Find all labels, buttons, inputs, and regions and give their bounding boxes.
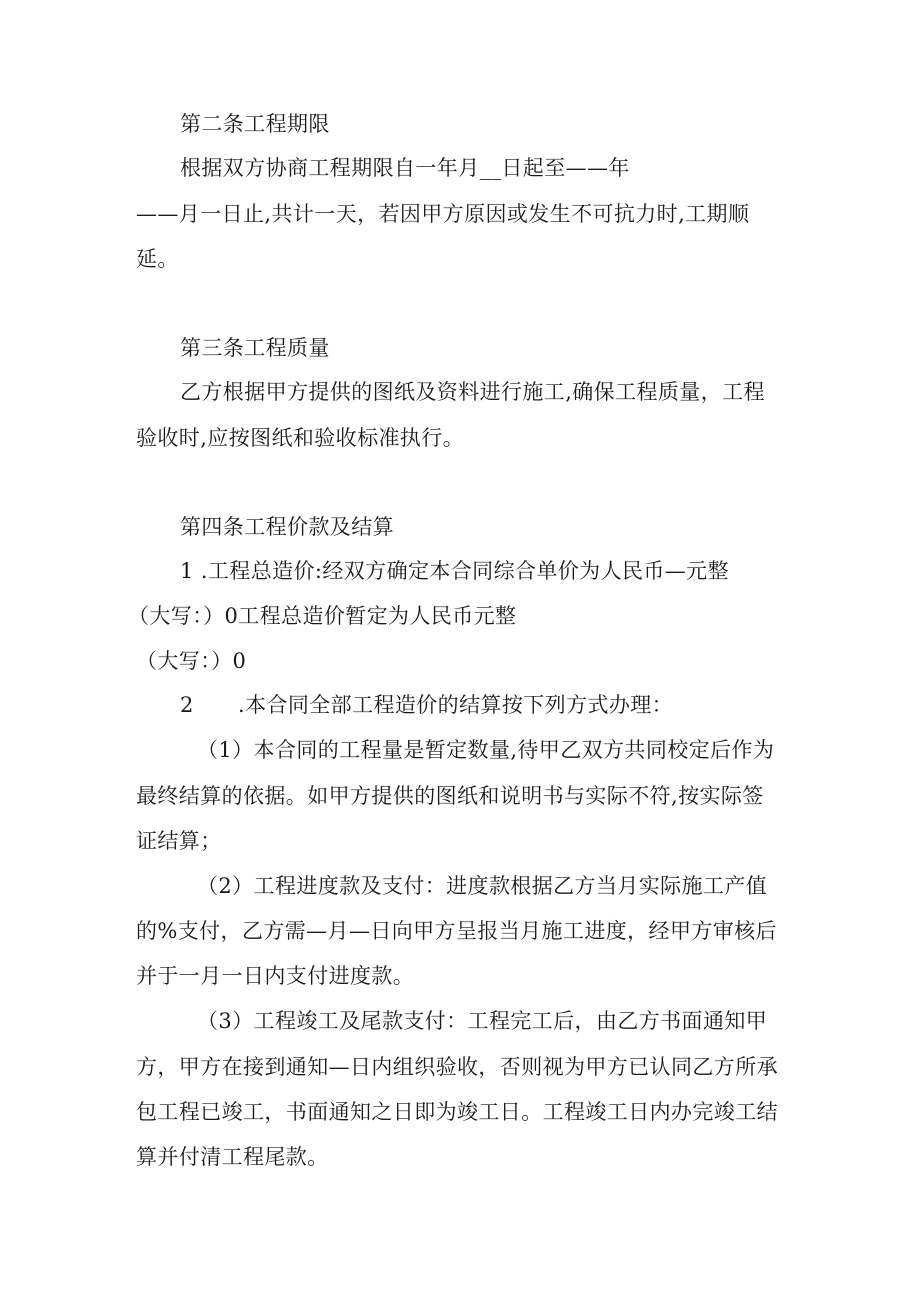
section-4-item-1-line-1: 1 .工程总造价:经双方确定本合同综合单价为人民币—元整 — [180, 559, 729, 583]
sub-item-2-line-3: 并于一月一日内支付进度款。 — [136, 964, 415, 988]
section-3-line-2: 验收时,应按图纸和验收标准执行。 — [136, 426, 465, 450]
section-3-line-1: 乙方根据甲方提供的图纸及资料进行施工,确保工程质量，工程 — [180, 380, 765, 404]
section-2-line-3: 延。 — [136, 247, 179, 271]
section-4-item-1-line-2: （大写：）0工程总造价暂定为人民币元整 — [128, 604, 517, 628]
sub-item-1-line-1: （1）本合同的工程量是暂定数量,待甲乙双方共同校定后作为 — [197, 738, 775, 762]
sub-item-3-line-4: 算并付清工程尾款。 — [136, 1145, 329, 1169]
sub-item-3-line-1: （3）工程竣工及尾款支付：工程完工后，由乙方书面通知甲 — [197, 1009, 768, 1033]
section-4-heading: 第四条工程价款及结算 — [180, 515, 394, 539]
section-2-heading: 第二条工程期限 — [180, 112, 330, 136]
section-3-heading: 第三条工程质量 — [180, 336, 330, 360]
sub-item-2-line-2: 的%支付，乙方需—月—日向甲方呈报当月施工进度，经甲方审核后 — [136, 919, 777, 943]
sub-item-3-line-3: 包工程已竣工，书面通知之日即为竣工日。工程竣工日内办完竣工结 — [136, 1100, 778, 1124]
section-2-line-1: 根据双方协商工程期限自一年月__日起至——年 — [180, 156, 630, 180]
sub-item-1-line-2: 最终结算的依据。如甲方提供的图纸和说明书与实际不符,按实际签 — [136, 784, 764, 808]
sub-item-2-line-1: （2）工程进度款及支付：进度款根据乙方当月实际施工产值 — [197, 874, 768, 898]
sub-item-3-line-2: 方，甲方在接到通知—日内组织验收，否则视为甲方已认同乙方所承 — [136, 1055, 778, 1079]
section-4-item-2-text: .本合同全部工程造价的结算按下列方式办理： — [238, 693, 674, 717]
section-4-item-2-number: 2 — [180, 693, 194, 717]
sub-item-1-line-3: 证结算； — [136, 829, 222, 853]
section-4-item-1-line-3: （大写：）0 — [136, 649, 247, 673]
section-2-line-2: ——月一日止,共计一天，若因甲方原因或发生不可抗力时,工期顺 — [136, 202, 750, 226]
